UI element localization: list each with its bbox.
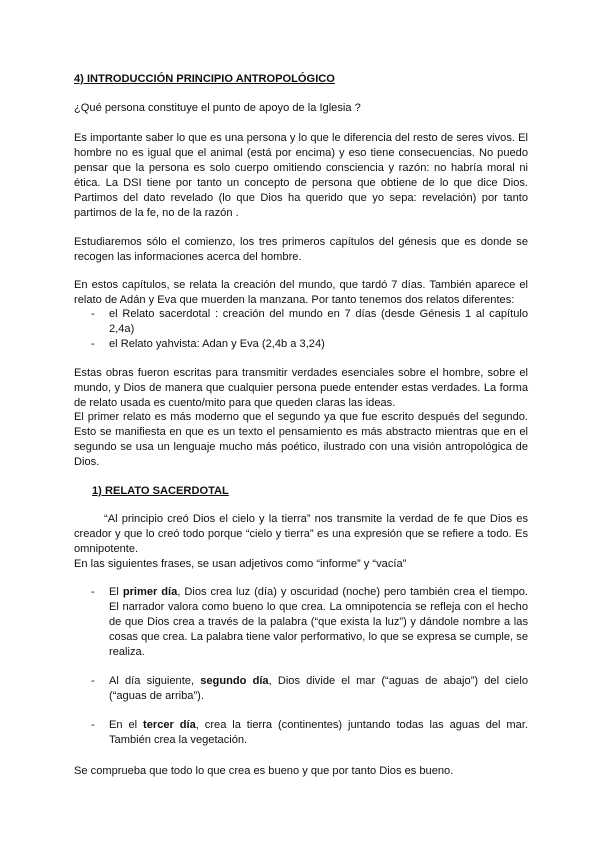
day-highlight: primer día bbox=[122, 586, 178, 598]
bullet-dash: - bbox=[91, 338, 95, 350]
bullet-dash: - bbox=[91, 308, 95, 320]
day-highlight: segundo día bbox=[200, 675, 269, 687]
section1-heading: 1) RELATO SACERDOTAL bbox=[92, 485, 229, 497]
paragraph-estudiaremos: Estudiaremos sólo el comienzo, los tres primeros capítulos del génesis que es donde se recogen las informaciones acerca del hombre. bbox=[74, 236, 528, 263]
paragraph-conclusion: Se comprueba que todo lo que crea es bueno y que por tanto Dios es bueno. bbox=[74, 765, 454, 777]
paragraph-adjetivos: En las siguientes frases, se usan adjetivos como “informe” y “vacía” bbox=[74, 558, 407, 570]
paragraph-persona: Es importante saber lo que es una persona y lo que le diferencia del resto de seres vivos. El hombre no es igual que el animal (está por encima) y eso tiene consecuencias. No puedo pensar que la persona es solo cuerpo omitiendo consciencia y razón: no habría moral ni ética. La DSI tiene por tanto un concepto de persona que obtiene de lo que dice Dios. Partimos del dato revelado (lo que Dios ha querido que yo sepa: revelación) por tanto partimos de la fe, no de la razón . bbox=[74, 132, 528, 219]
bullet-dash: - bbox=[91, 586, 95, 598]
paragraph-al-principio: “Al principio creó Dios el cielo y la tierra” nos transmite la verdad de fe que Dios es creador y que lo creó todo porque “cielo y tierra” es una expresión que se refiere a todo. Es omnipotente. bbox=[74, 513, 528, 555]
bullet-dash: - bbox=[91, 719, 95, 731]
day-item-text: El primer día, Dios crea luz (día) y oscuridad (noche) pero también crea el tiempo. El narrador valora como bueno lo que crea. La omnipotencia se refleja con el hecho de que Dios crea a través de la palabra (“que exista la luz”) y dándole nombre a las cosas que crea. La palabra tiene valor performativo, lo que se expresa se cumple, se realiza. bbox=[109, 586, 528, 658]
day-item-text: Al día siguiente, segundo día, Dios divide el mar (“aguas de abajo”) del cielo (“aguas de arriba”). bbox=[109, 675, 528, 702]
paragraph-primer-relato: El primer relato es más moderno que el segundo ya que fue escrito después del segundo. Esto se manifiesta en que es un texto el pensamiento es más abstracto mientras que en el segundo se usa un lenguaje mucho más poético, ilustrado con una visión antropológica de Dios. bbox=[74, 411, 528, 468]
list-item-text: el Relato sacerdotal : creación del mundo en 7 días (desde Génesis 1 al capítulo 2,4a) bbox=[109, 308, 528, 335]
list-item-text: el Relato yahvista: Adan y Eva (2,4b a 3,24) bbox=[109, 338, 325, 350]
bullet-dash: - bbox=[91, 675, 95, 687]
intro-question: ¿Qué persona constituye el punto de apoyo de la Iglesia ? bbox=[74, 102, 361, 114]
day-highlight: tercer día bbox=[143, 719, 196, 731]
paragraph-obras: Estas obras fueron escritas para transmitir verdades esenciales sobre el hombre, sobre el mundo, y Dios de manera que cualquier persona puede entender estas verdades. La forma de relato usada es cuento/mito para que queden claras las ideas. bbox=[74, 367, 528, 409]
day-item-text: En el tercer día, crea la tierra (continentes) juntando todas las aguas del mar. También crea la vegetación. bbox=[109, 719, 528, 746]
paragraph-capitulos: En estos capítulos, se relata la creación del mundo, que tardó 7 días. También aparece el relato de Adán y Eva que muerden la manzana. Por tanto tenemos dos relatos diferentes: bbox=[74, 279, 528, 306]
section-title: 4) INTRODUCCIÓN PRINCIPIO ANTROPOLÓGICO bbox=[74, 73, 335, 85]
